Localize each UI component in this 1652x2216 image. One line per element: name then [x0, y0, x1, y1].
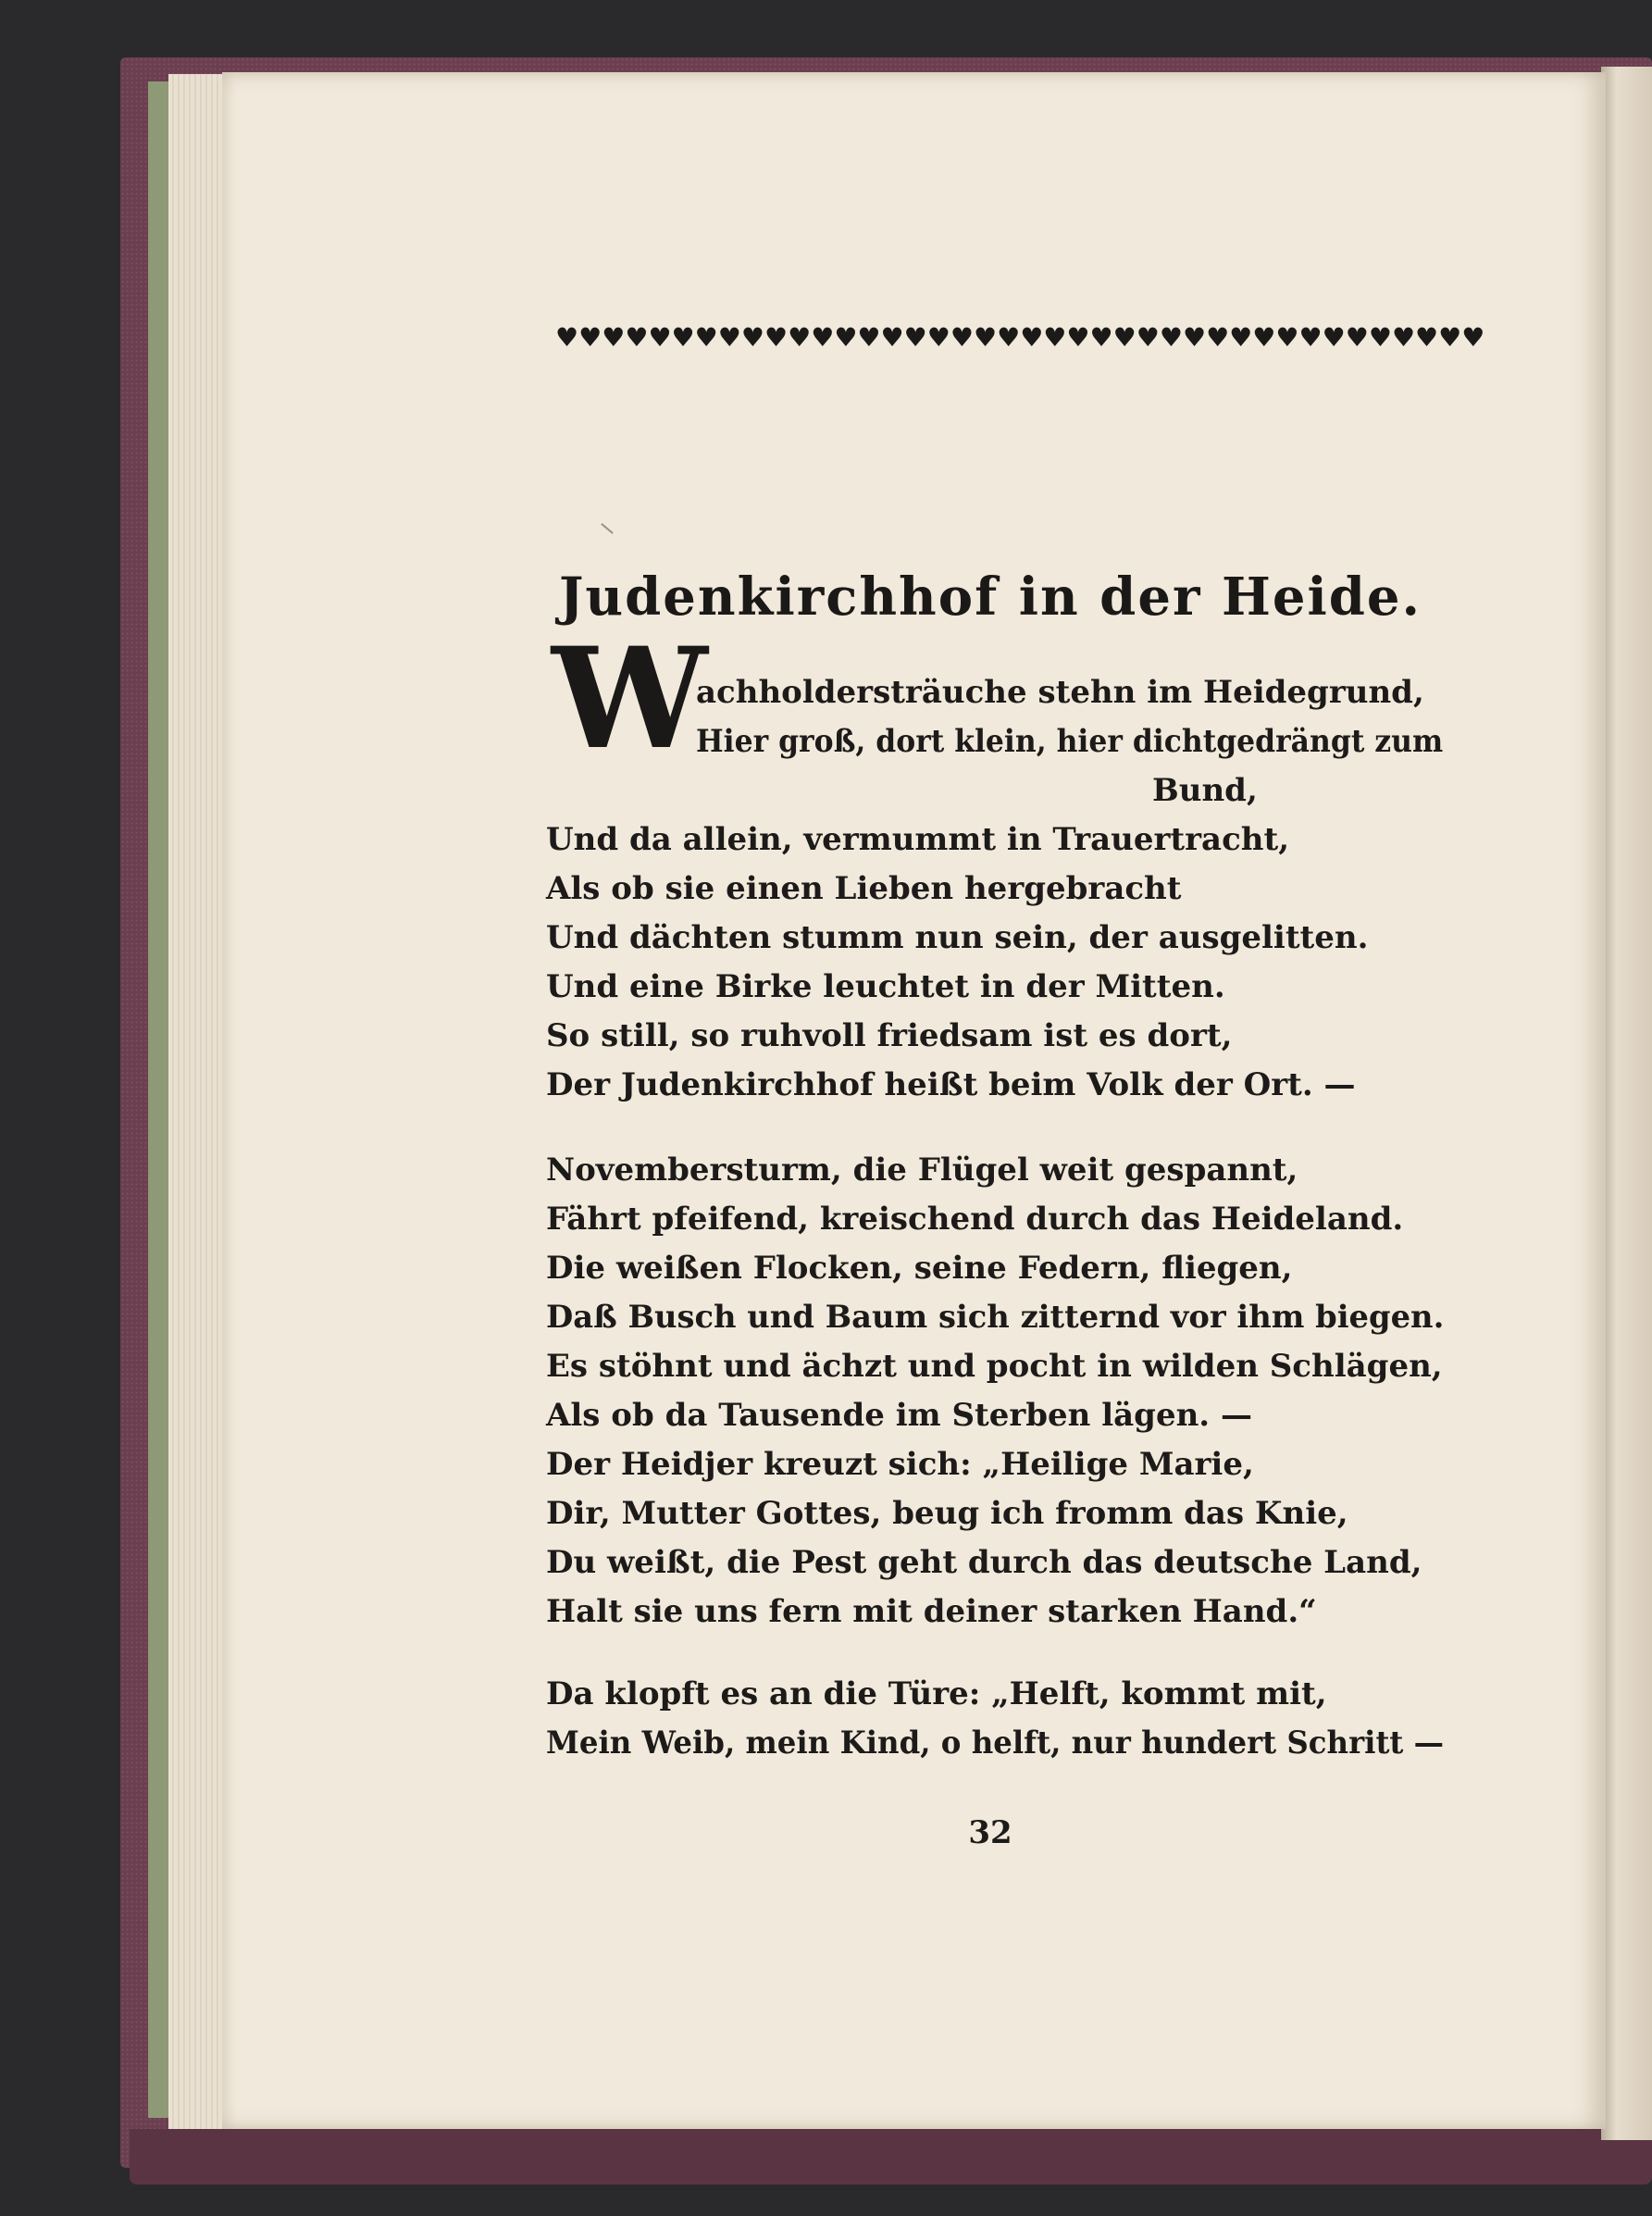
- heart-icon: ♥: [1322, 322, 1346, 353]
- poem-line: Mein Weib, mein Kind, o helft, nur hundert Schritt —: [546, 1724, 1445, 1762]
- heart-icon: ♥: [811, 322, 835, 353]
- heart-icon: ♥: [1298, 322, 1323, 353]
- heart-icon: ♥: [1020, 322, 1044, 353]
- poem-line: Als ob sie einen Lieben hergebracht: [546, 870, 1182, 907]
- poem-line: Novembersturm, die Flügel weit gespannt,: [546, 1152, 1298, 1189]
- heart-icon: ♥: [1112, 322, 1137, 353]
- heart-ornament-border: [555, 322, 1485, 353]
- poem-line: Als ob da Tausende im Sterben lägen. —: [546, 1397, 1252, 1434]
- heart-icon: ♥: [857, 322, 881, 353]
- heart-icon: ♥: [1438, 322, 1462, 353]
- heart-icon: ♥: [1089, 322, 1113, 353]
- heart-icon: ♥: [1229, 322, 1253, 353]
- heart-icon: ♥: [1415, 322, 1439, 353]
- heart-icon: ♥: [1461, 322, 1485, 353]
- heart-icon: ♥: [764, 322, 789, 353]
- heart-icon: ♥: [648, 322, 672, 353]
- heart-icon: ♥: [740, 322, 764, 353]
- poem-title: Judenkirchhof in der Heide.: [558, 566, 1422, 628]
- poem-line: Hier groß, dort klein, hier dichtgedrängt zum: [696, 723, 1444, 760]
- poem-line: Es stöhnt und ächzt und pocht in wilden Schlägen,: [546, 1348, 1443, 1385]
- heart-icon: ♥: [578, 322, 602, 353]
- heart-icon: ♥: [625, 322, 649, 353]
- heart-icon: ♥: [1252, 322, 1276, 353]
- poem-line: Und eine Birke leuchtet in der Mitten.: [546, 968, 1225, 1005]
- heart-icon: ♥: [880, 322, 904, 353]
- heart-icon: ♥: [788, 322, 812, 353]
- heart-icon: ♥: [1206, 322, 1230, 353]
- heart-icon: ♥: [671, 322, 695, 353]
- poem-line: Fährt pfeifend, kreischend durch das Heideland.: [546, 1201, 1404, 1238]
- heart-icon: ♥: [1345, 322, 1369, 353]
- heart-icon: ♥: [717, 322, 741, 353]
- heart-icon: ♥: [973, 322, 998, 353]
- heart-icon: ♥: [997, 322, 1021, 353]
- poem-line: Bund,: [1152, 772, 1258, 809]
- heart-icon: ♥: [1275, 322, 1299, 353]
- heart-icon: ♥: [1159, 322, 1183, 353]
- page-edges: [168, 74, 224, 2129]
- poem-line: Du weißt, die Pest geht durch das deutsche Land,: [546, 1544, 1422, 1581]
- heart-icon: ♥: [926, 322, 950, 353]
- heart-icon: ♥: [950, 322, 974, 353]
- poem-line: Die weißen Flocken, seine Federn, fliegen,: [546, 1250, 1293, 1287]
- poem-line: Halt sie uns fern mit deiner starken Hand.“: [546, 1593, 1317, 1630]
- page-number: 32: [968, 1814, 1012, 1851]
- heart-icon: ♥: [694, 322, 718, 353]
- poem-line: Der Heidjer kreuzt sich: „Heilige Marie,: [546, 1446, 1254, 1483]
- heart-icon: ♥: [1136, 322, 1160, 353]
- heart-icon: ♥: [1043, 322, 1067, 353]
- poem-line: Und dächten stumm nun sein, der ausgelitten.: [546, 919, 1369, 956]
- heart-icon: ♥: [555, 322, 579, 353]
- cover-edge: [130, 2129, 1652, 2185]
- poem-line: Da klopft es an die Türe: „Helft, kommt mit,: [546, 1675, 1327, 1712]
- poem-line: So still, so ruhvoll friedsam ist es dort,: [546, 1017, 1233, 1054]
- heart-icon: ♥: [1182, 322, 1207, 353]
- heart-icon: ♥: [602, 322, 626, 353]
- heart-icon: ♥: [903, 322, 927, 353]
- drop-cap-initial: W: [552, 617, 708, 780]
- poem-line: Der Judenkirchhof heißt beim Volk der Ort. —: [546, 1066, 1356, 1103]
- poem-line: achholdersträuche stehn im Heidegrund,: [696, 674, 1424, 711]
- heart-icon: ♥: [834, 322, 858, 353]
- heart-icon: ♥: [1368, 322, 1392, 353]
- poem-line: Daß Busch und Baum sich zitternd vor ihm biegen.: [546, 1299, 1445, 1336]
- poem-line: Dir, Mutter Gottes, beug ich fromm das Knie,: [546, 1495, 1348, 1532]
- poem-line: Und da allein, vermummt in Trauertracht,: [546, 821, 1290, 858]
- heart-icon: ♥: [1066, 322, 1090, 353]
- heart-icon: ♥: [1391, 322, 1416, 353]
- facing-page-edge: [1601, 67, 1652, 2140]
